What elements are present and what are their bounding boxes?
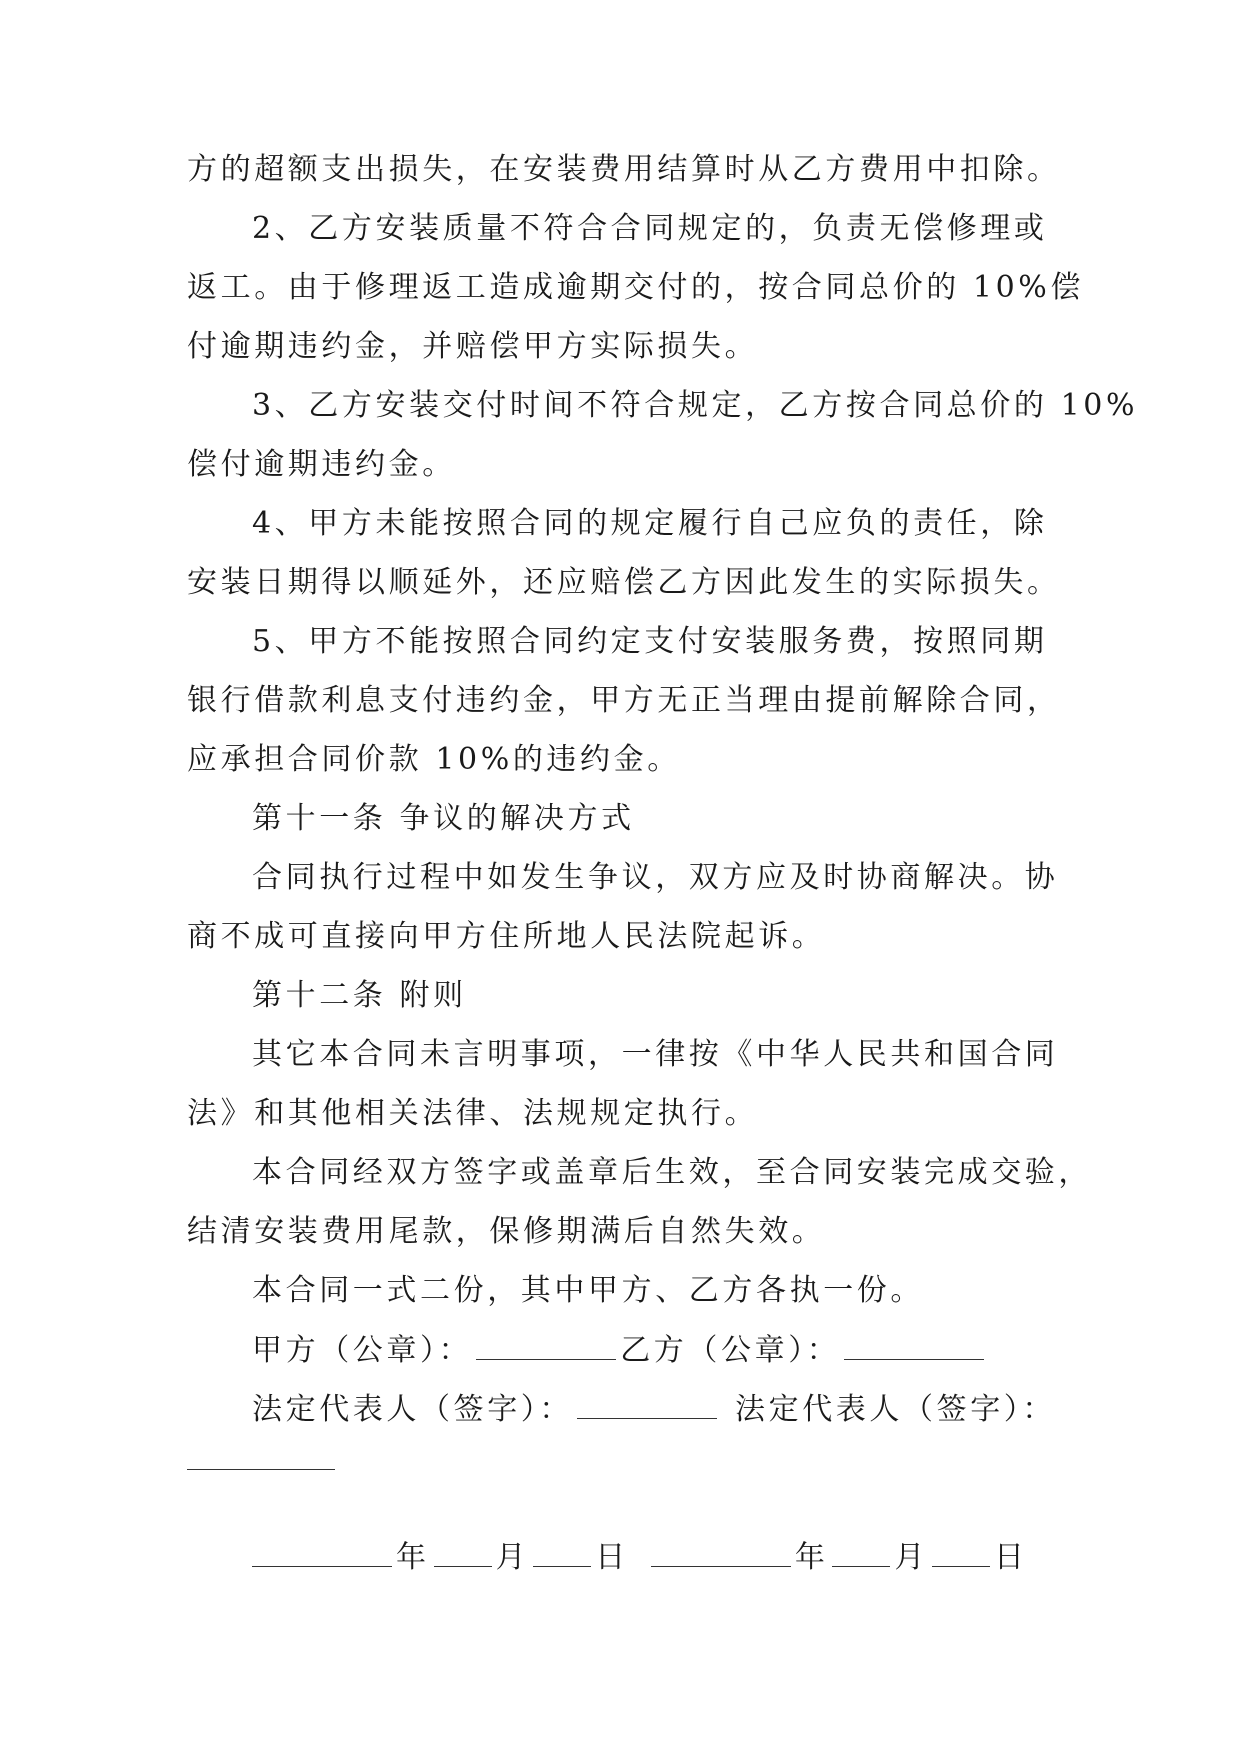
text-line-penalty-1-cont: 方的超额支出损失，在安装费用结算时从乙方费用中扣除。 xyxy=(187,152,1061,187)
text-line-penalty-5-c: 应承担合同价款 10%的违约金。 xyxy=(187,742,681,777)
party-b-month-blank[interactable] xyxy=(832,1544,890,1567)
party-a-rep-blank[interactable] xyxy=(577,1396,717,1419)
text-line-penalty-4-a: 4、甲方未能按照合同的规定履行自己应负的责任，除 xyxy=(252,506,1048,541)
text-line-article-12-a: 其它本合同未言明事项，一律按《中华人民共和国合同 xyxy=(252,1037,1059,1072)
party-b-year-blank[interactable] xyxy=(651,1544,791,1567)
text-line-article-11-a: 合同执行过程中如发生争议，双方应及时协商解决。协 xyxy=(252,860,1059,895)
party-b-rep-blank[interactable] xyxy=(187,1469,335,1470)
party-a-rep-label: 法定代表人（签字）： xyxy=(252,1392,573,1427)
text-line-article-12-b: 法》和其他相关法律、法规规定执行。 xyxy=(187,1096,759,1131)
party-b-seal-label: 乙方（公章）： xyxy=(620,1333,841,1368)
party-b-year-label: 年 xyxy=(794,1540,829,1575)
text-line-penalty-5-a: 5、甲方不能按照合同约定支付安装服务费，按照同期 xyxy=(252,624,1048,659)
party-a-seal-blank[interactable] xyxy=(476,1337,616,1360)
party-a-year-blank[interactable] xyxy=(252,1544,392,1567)
representative-line xyxy=(0,1380,1241,1440)
text-line-effect-b: 结清安装费用尾款，保修期满后自然失效。 xyxy=(187,1214,826,1249)
text-line-article-11-heading: 第十一条 争议的解决方式 xyxy=(252,801,635,836)
party-b-month-label: 月 xyxy=(894,1540,929,1575)
party-a-month-label: 月 xyxy=(495,1540,530,1575)
party-b-seal-blank[interactable] xyxy=(844,1337,984,1360)
text-line-penalty-3-b: 偿付逾期违约金。 xyxy=(187,447,456,482)
text-line-penalty-4-b: 安装日期得以顺延外，还应赔偿乙方因此发生的实际损失。 xyxy=(187,565,1061,600)
party-a-day-label: 日 xyxy=(595,1540,629,1575)
date-line xyxy=(0,1528,1241,1588)
party-b-day-blank[interactable] xyxy=(932,1544,990,1567)
party-b-day-label: 日 xyxy=(994,1540,1028,1575)
text-line-penalty-2-b: 返工。由于修理返工造成逾期交付的，按合同总价的 10%偿 xyxy=(187,270,1085,305)
party-a-seal-label: 甲方（公章）： xyxy=(252,1333,473,1368)
text-line-article-12-heading: 第十二条 附则 xyxy=(252,978,467,1013)
text-line-penalty-2-a: 2、乙方安装质量不符合合同规定的，负责无偿修理或 xyxy=(252,211,1048,246)
text-line-penalty-5-b: 银行借款利息支付违约金，甲方无正当理由提前解除合同， xyxy=(187,683,1061,718)
text-line-copies: 本合同一式二份，其中甲方、乙方各执一份。 xyxy=(252,1273,924,1308)
text-line-article-11-b: 商不成可直接向甲方住所地人民法院起诉。 xyxy=(187,919,826,954)
seal-line xyxy=(0,1321,1241,1381)
party-a-day-blank[interactable] xyxy=(533,1544,591,1567)
party-a-year-label: 年 xyxy=(396,1540,430,1575)
party-a-month-blank[interactable] xyxy=(434,1544,492,1567)
text-line-penalty-2-c: 付逾期违约金，并赔偿甲方实际损失。 xyxy=(187,329,759,364)
text-line-effect-a: 本合同经双方签字或盖章后生效，至合同安装完成交验， xyxy=(252,1155,1092,1190)
text-line-penalty-3-a: 3、乙方安装交付时间不符合规定，乙方按合同总价的 10% xyxy=(252,388,1139,423)
party-b-rep-label: 法定代表人（签字）： xyxy=(735,1392,1056,1427)
